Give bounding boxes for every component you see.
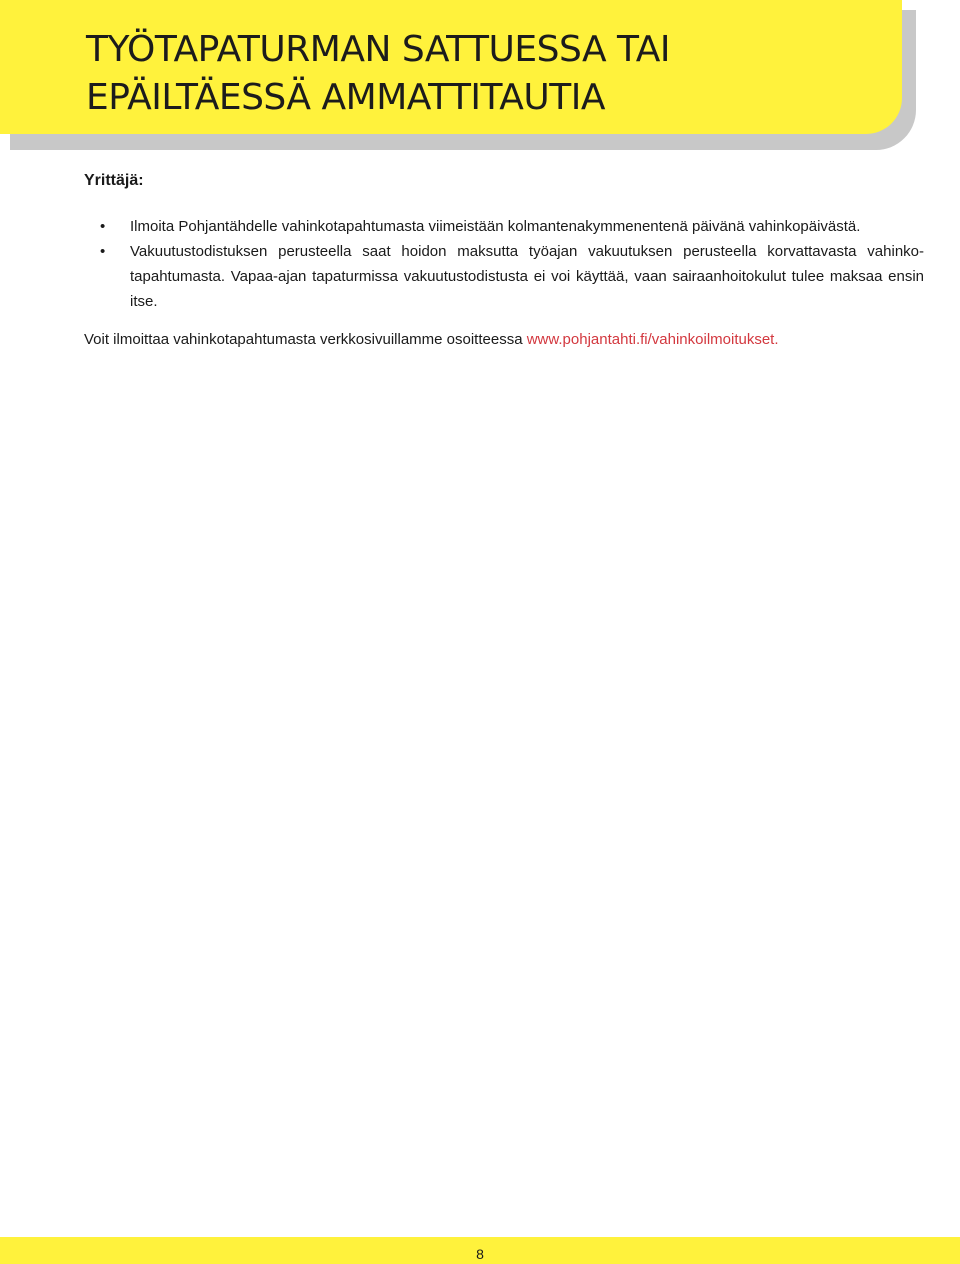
page-title-line-1: TYÖTAPATURMAN SATTUESSA TAI: [86, 29, 670, 70]
damage-report-link[interactable]: www.pohjantahti.fi/vahinkoilmoitukset.: [526, 331, 779, 348]
bullet-symbol: •: [100, 218, 106, 235]
list-item-text: Vakuutustodistuksen perusteella saat hoidon maksutta työajan vakuutuksen perusteella korvattavasta vahinko-tapahtumasta. Vapaa-ajan tapaturmissa vakuutustodistusta ei voi käyttää, vaan sairaanhoitokulut tulee maksaa ensin itse.: [130, 243, 924, 310]
bullet-list: [84, 214, 924, 314]
footer-paragraph: [84, 327, 779, 352]
header-banner: [0, 0, 902, 134]
page-title: [86, 26, 670, 122]
list-item-text: Ilmoita Pohjantähdelle vahinkotapahtumasta viimeistään kolmantenakymmenentenä päivänä vahinkopäivästä.: [130, 218, 861, 235]
bullet-symbol: •: [100, 243, 106, 260]
list-item: [84, 214, 924, 239]
list-item: [84, 239, 924, 314]
footer-text: Voit ilmoittaa vahinkotapahtumasta verkkosivuillamme osoitteessa: [84, 331, 527, 348]
page-title-line-2: EPÄILTÄESSÄ AMMATTITAUTIA: [86, 77, 605, 118]
page-number: 8: [476, 1246, 484, 1262]
section-heading: Yrittäjä:: [84, 172, 144, 189]
